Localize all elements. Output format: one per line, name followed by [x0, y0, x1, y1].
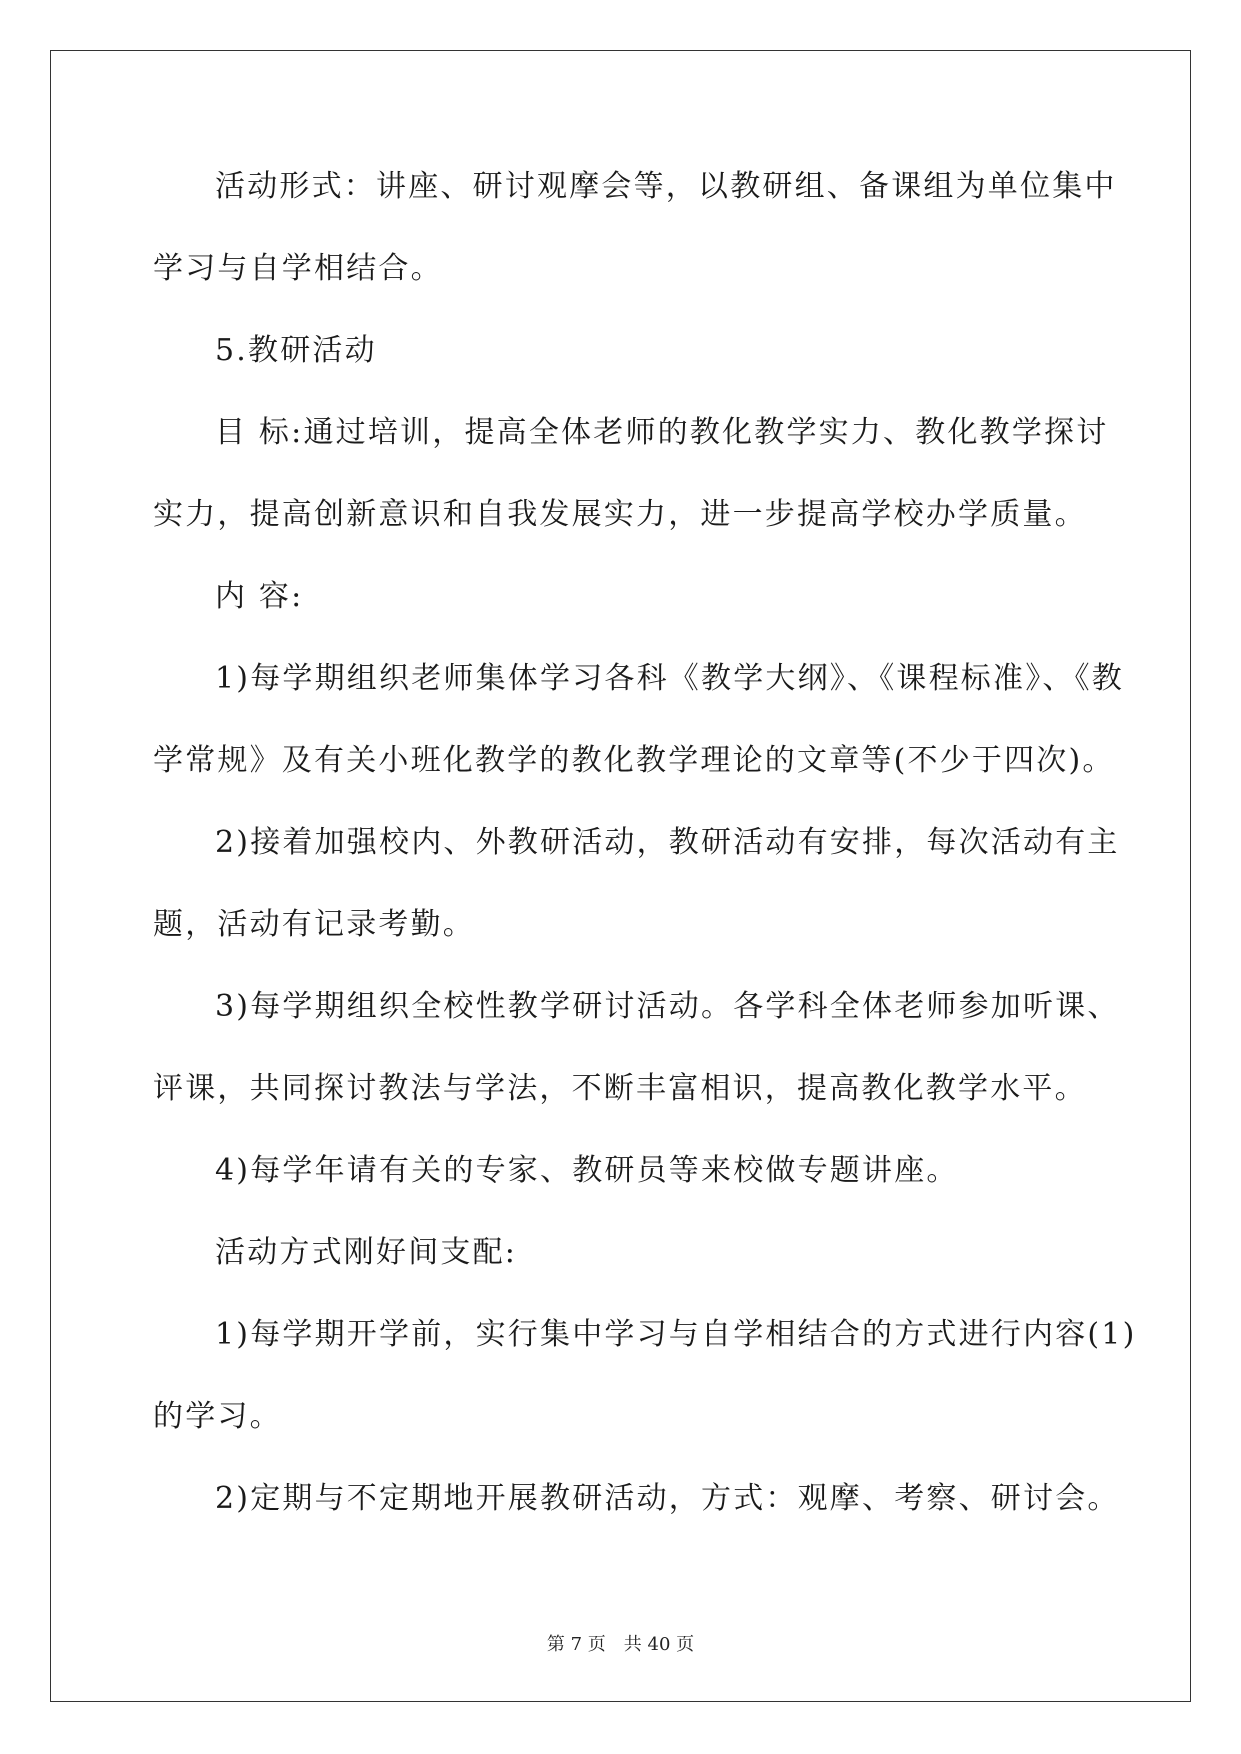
section-heading: 5.教研活动: [215, 333, 377, 368]
paragraph-line: 1)每学期组织老师集体学习各科《教学大纲》、《课程标准》、《教: [215, 661, 1124, 696]
paragraph-line: 3)每学期组织全校性教学研讨活动。各学科全体老师参加听课、: [215, 989, 1120, 1024]
paragraph-line: 4)每学年请有关的专家、教研员等来校做专题讲座。: [215, 1153, 959, 1188]
paragraph-line: 内 容:: [215, 579, 304, 614]
paragraph-line: 活动形式：讲座、研讨观摩会等，以教研组、备课组为单位集中: [215, 169, 1117, 204]
page-number-footer: 第 7 页 共 40 页: [546, 1634, 695, 1655]
paragraph-line: 学常规》及有关小班化教学的教化教学理论的文章等(不少于四次)。: [153, 743, 1115, 778]
paragraph-line: 学习与自学相结合。: [153, 251, 443, 286]
paragraph-line: 2)接着加强校内、外教研活动，教研活动有安排，每次活动有主: [215, 825, 1120, 860]
page-border: [50, 50, 1191, 1702]
paragraph-line: 题，活动有记录考勤。: [153, 907, 475, 942]
paragraph-line: 活动方式刚好间支配:: [215, 1235, 518, 1270]
paragraph-line: 1)每学期开学前，实行集中学习与自学相结合的方式进行内容(1): [215, 1317, 1137, 1352]
paragraph-line: 目 标:通过培训，提高全体老师的教化教学实力、教化教学探讨: [215, 415, 1109, 450]
paragraph-line: 实力，提高创新意识和自我发展实力，进一步提高学校办学质量。: [153, 497, 1087, 532]
paragraph-line: 评课，共同探讨教法与学法，不断丰富相识，提高教化教学水平。: [153, 1071, 1087, 1106]
paragraph-line: 2)定期与不定期地开展教研活动，方式：观摩、考察、研讨会。: [215, 1481, 1120, 1516]
paragraph-line: 的学习。: [153, 1399, 282, 1434]
